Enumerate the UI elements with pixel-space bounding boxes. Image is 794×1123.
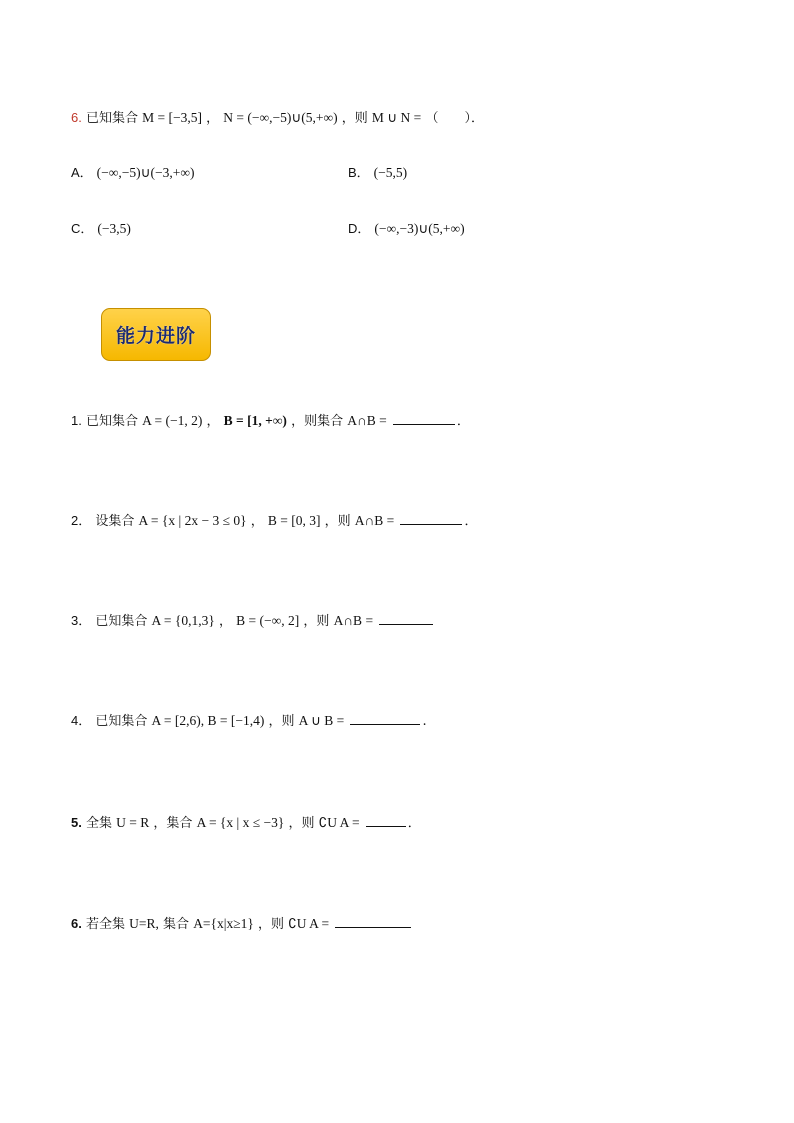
answer-blank[interactable] <box>350 712 420 725</box>
problem-stem: 已知集合 <box>95 714 148 729</box>
problem-stem: 全集 <box>85 816 112 831</box>
set-a-expression: A = {0,1,3} <box>151 613 215 628</box>
problem-text: ，则 <box>324 514 351 529</box>
option-label: A． <box>71 165 93 180</box>
answer-blank[interactable] <box>379 612 433 625</box>
answer-blank[interactable] <box>400 512 462 525</box>
option-label: D． <box>348 221 371 236</box>
section-badge: 能力进阶 <box>101 308 211 361</box>
separator: ， <box>250 514 264 529</box>
answer-blank[interactable] <box>335 915 411 928</box>
problem-stem: 若全集 <box>85 917 125 932</box>
option-value: (−∞,−3)∪(5,+∞) <box>374 221 465 236</box>
problem-text: ，则 <box>258 917 285 932</box>
period: . <box>422 714 427 729</box>
problem-6 <box>71 913 413 932</box>
set-a-expression: A = {x | 2x − 3 ≤ 0} <box>138 513 247 528</box>
option-label: B． <box>348 165 370 180</box>
separator: ， <box>219 614 233 629</box>
complement-expression: ∁U A = <box>288 916 330 931</box>
option-c[interactable] <box>71 218 131 237</box>
problem-number: 4． <box>71 713 92 728</box>
problem-text: ，集合 <box>153 816 193 831</box>
option-a[interactable] <box>71 162 195 181</box>
period: ． <box>464 514 478 529</box>
intersection-expression: A∩B = <box>347 413 387 428</box>
problem-text: ，则 <box>303 614 330 629</box>
universal-set-expression: U=R, <box>129 916 159 931</box>
problem-4 <box>71 710 427 729</box>
problem-stem: 已知集合 <box>95 614 148 629</box>
question-text: ，则 <box>341 111 368 126</box>
option-b[interactable] <box>348 162 407 181</box>
intersection-expression: A∩B = <box>354 513 395 528</box>
union-expression: M ∪ N = <box>371 110 422 125</box>
set-a-expression: A = (−1, 2) <box>142 413 203 428</box>
option-label: C． <box>71 221 94 236</box>
option-value: (−5,5) <box>373 165 408 180</box>
set-n-expression: N = (−∞,−5)∪(5,+∞) <box>223 110 338 125</box>
set-ab-expression: A = [2,6), B = [−1,4) <box>151 713 265 728</box>
set-b-expression: B = [1, +∞) <box>223 413 287 428</box>
option-d[interactable] <box>348 218 465 237</box>
problem-number: 1. <box>71 413 82 428</box>
option-value: (−∞,−5)∪(−3,+∞) <box>96 165 195 180</box>
set-m-expression: M = [−3,5] <box>142 110 202 125</box>
period: ． <box>456 414 470 429</box>
problem-number: 6. <box>71 916 82 931</box>
set-b-expression: B = (−∞, 2] <box>236 613 300 628</box>
separator: ， <box>206 111 220 126</box>
problem-5 <box>71 812 421 831</box>
set-a-expression: A = {x | x ≤ −3} <box>196 815 285 830</box>
question-number: 6. <box>71 110 82 125</box>
problem-text: 集合 <box>163 917 190 932</box>
answer-blank[interactable] <box>393 412 455 425</box>
problem-text: ，则 <box>288 816 315 831</box>
answer-parentheses: （ ）． <box>425 111 484 126</box>
union-expression: A ∪ B = <box>298 713 345 728</box>
problem-text: ，则集合 <box>291 414 344 429</box>
question-stem: 已知集合 <box>85 111 138 126</box>
separator: ， <box>206 414 220 429</box>
problem-number: 5. <box>71 815 82 830</box>
answer-blank[interactable] <box>366 814 406 827</box>
problem-2 <box>71 510 477 529</box>
option-value: (−3,5) <box>97 221 131 236</box>
problem-1 <box>71 410 470 429</box>
problem-stem: 已知集合 <box>85 414 138 429</box>
problem-text: ，则 <box>268 714 295 729</box>
intersection-expression: A∩B = <box>333 613 374 628</box>
complement-expression: ∁U A = <box>318 815 360 830</box>
problem-number: 2． <box>71 513 92 528</box>
period: ． <box>407 816 421 831</box>
universal-set-expression: U = R <box>116 815 150 830</box>
set-a-expression: A={x|x≥1} <box>193 916 254 931</box>
problem-stem: 设集合 <box>95 514 135 529</box>
question-6 <box>71 107 484 126</box>
problem-number: 3． <box>71 613 92 628</box>
set-b-expression: B = [0, 3] <box>267 513 321 528</box>
problem-3 <box>71 610 435 629</box>
